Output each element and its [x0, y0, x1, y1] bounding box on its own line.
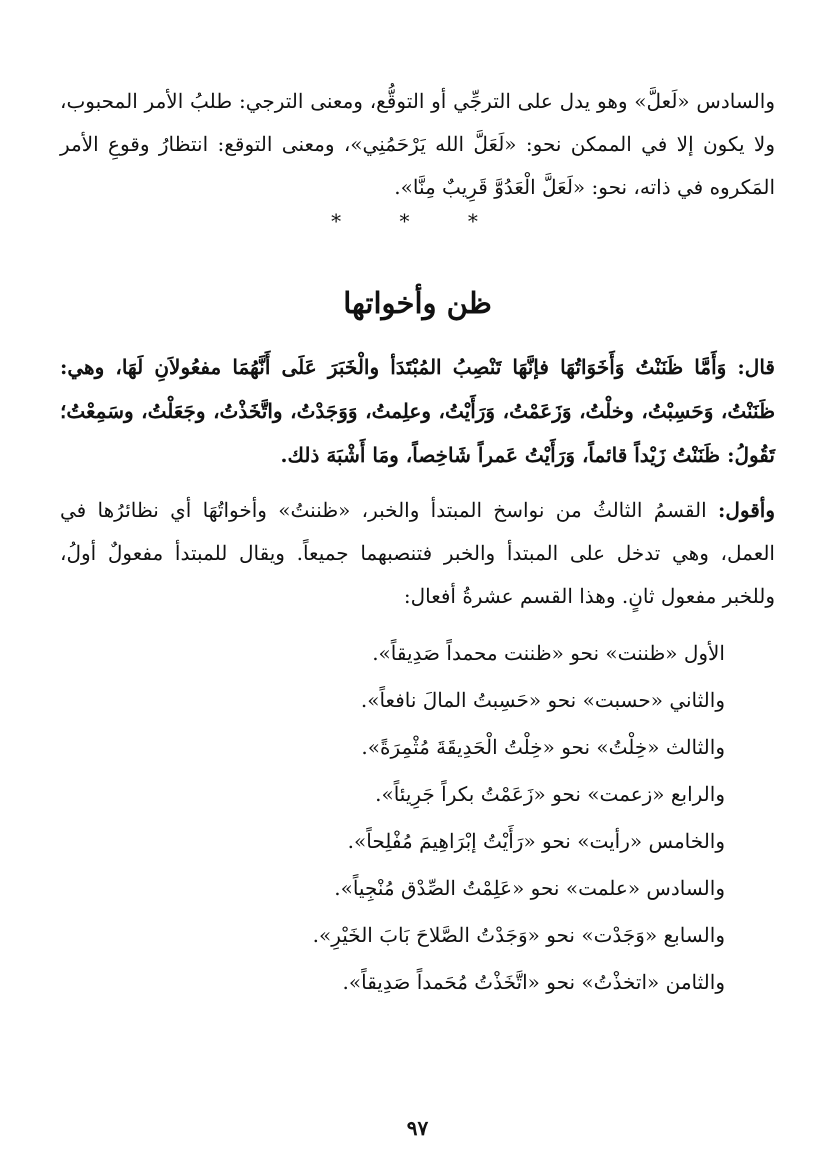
section-title: ظن وأخواتها — [343, 286, 492, 320]
sharh-paragraph — [60, 489, 775, 618]
page-content — [60, 70, 775, 1150]
list-item: والسابع «وَجَدْت» نحو «وَجَدْتُ الصَّلاحَ بَابَ الخَيْرِ». — [312, 923, 725, 947]
matn-text: وَأَمَّا ظَنَنْتُ وَأَخَوَاتُهَا فإنَّهَا تَنْصِبُ المُبْتَدَأ والْخَبَرَ عَلَى أَنَّهُمَا مفعُولاَنِ لَهَا، وهي: ظَنَنْتُ، وَحَسِبْتُ، وخلْتُ، وَزَعَمْتُ، وَرَأَيْتُ، وعلِمتُ، وَوَجَدْتُ، واتَّخَذْتُ، وجَعَلْتُ، وسَمِعْتُ؛ تَقُولُ: ظَنَنْتُ زَيْداً قائماً، وَرَأَيْتُ عَمراً شَاخِصاً، ومَا أَشْبَهَ ذلك. — [60, 355, 775, 467]
list-item: والثالث «خِلْتُ» نحو «خِلْتُ الْحَدِيقَةَ مُثْمِرَةً». — [361, 735, 725, 759]
list-item: والرابع «زعمت» نحو «زَعَمْتُ بكراً جَرِيئاً». — [375, 782, 725, 806]
list-item: والثامن «اتخذْتُ» نحو «اتَّخَذْتُ مُحَمداً صَدِيقاً». — [342, 970, 725, 994]
examples-list — [60, 630, 775, 1006]
list-item: الأول «ظننت» نحو «ظننت محمداً صَدِيقاً». — [372, 641, 725, 665]
page-number: ٩٧ — [406, 1116, 429, 1140]
matn-paragraph — [60, 345, 775, 477]
sharh-lead: وأقول: — [717, 498, 776, 522]
section-separator: * * * — [331, 209, 504, 233]
list-item: والثاني «حسبت» نحو «حَسِبتُ المالَ نافعاً». — [360, 688, 725, 712]
list-item: والسادس «علمت» نحو «عَلِمْتُ الصِّدْق مُنْجِياً». — [334, 876, 725, 900]
sharh-text: القسمُ الثالثُ من نواسخ المبتدأ والخبر، «ظننتُ» وأخواتُهَا أي نظائرُها في العمل، وهي تدخل على المبتدأ والخبر فتنصبهما جميعاً. ويقال للمبتدأ مفعولٌ أولُ، وللخبر مفعول ثانٍ. وهذا القسم عشرةُ أفعال: — [60, 498, 775, 608]
matn-lead: قال: — [737, 355, 775, 379]
intro-paragraph: والسادس «لَعلَّ» وهو يدل على الترجِّي أو التوقُّع، ومعنى الترجي: طلبُ الأمر المحبوب، ولا يكون إلا في الممكن نحو: «لَعَلَّ الله يَرْحَمُنِي»، ومعنى التوقع: انتظارُ وقوعِ الأمر المَكروه في ذاته، نحو: «لَعَلَّ الْعَدُوَّ قَرِيبٌ مِنَّا». — [60, 89, 775, 199]
list-item: والخامس «رأيت» نحو «رَأَيْتُ إبْرَاهِيمَ مُفْلِحاً». — [347, 829, 725, 853]
